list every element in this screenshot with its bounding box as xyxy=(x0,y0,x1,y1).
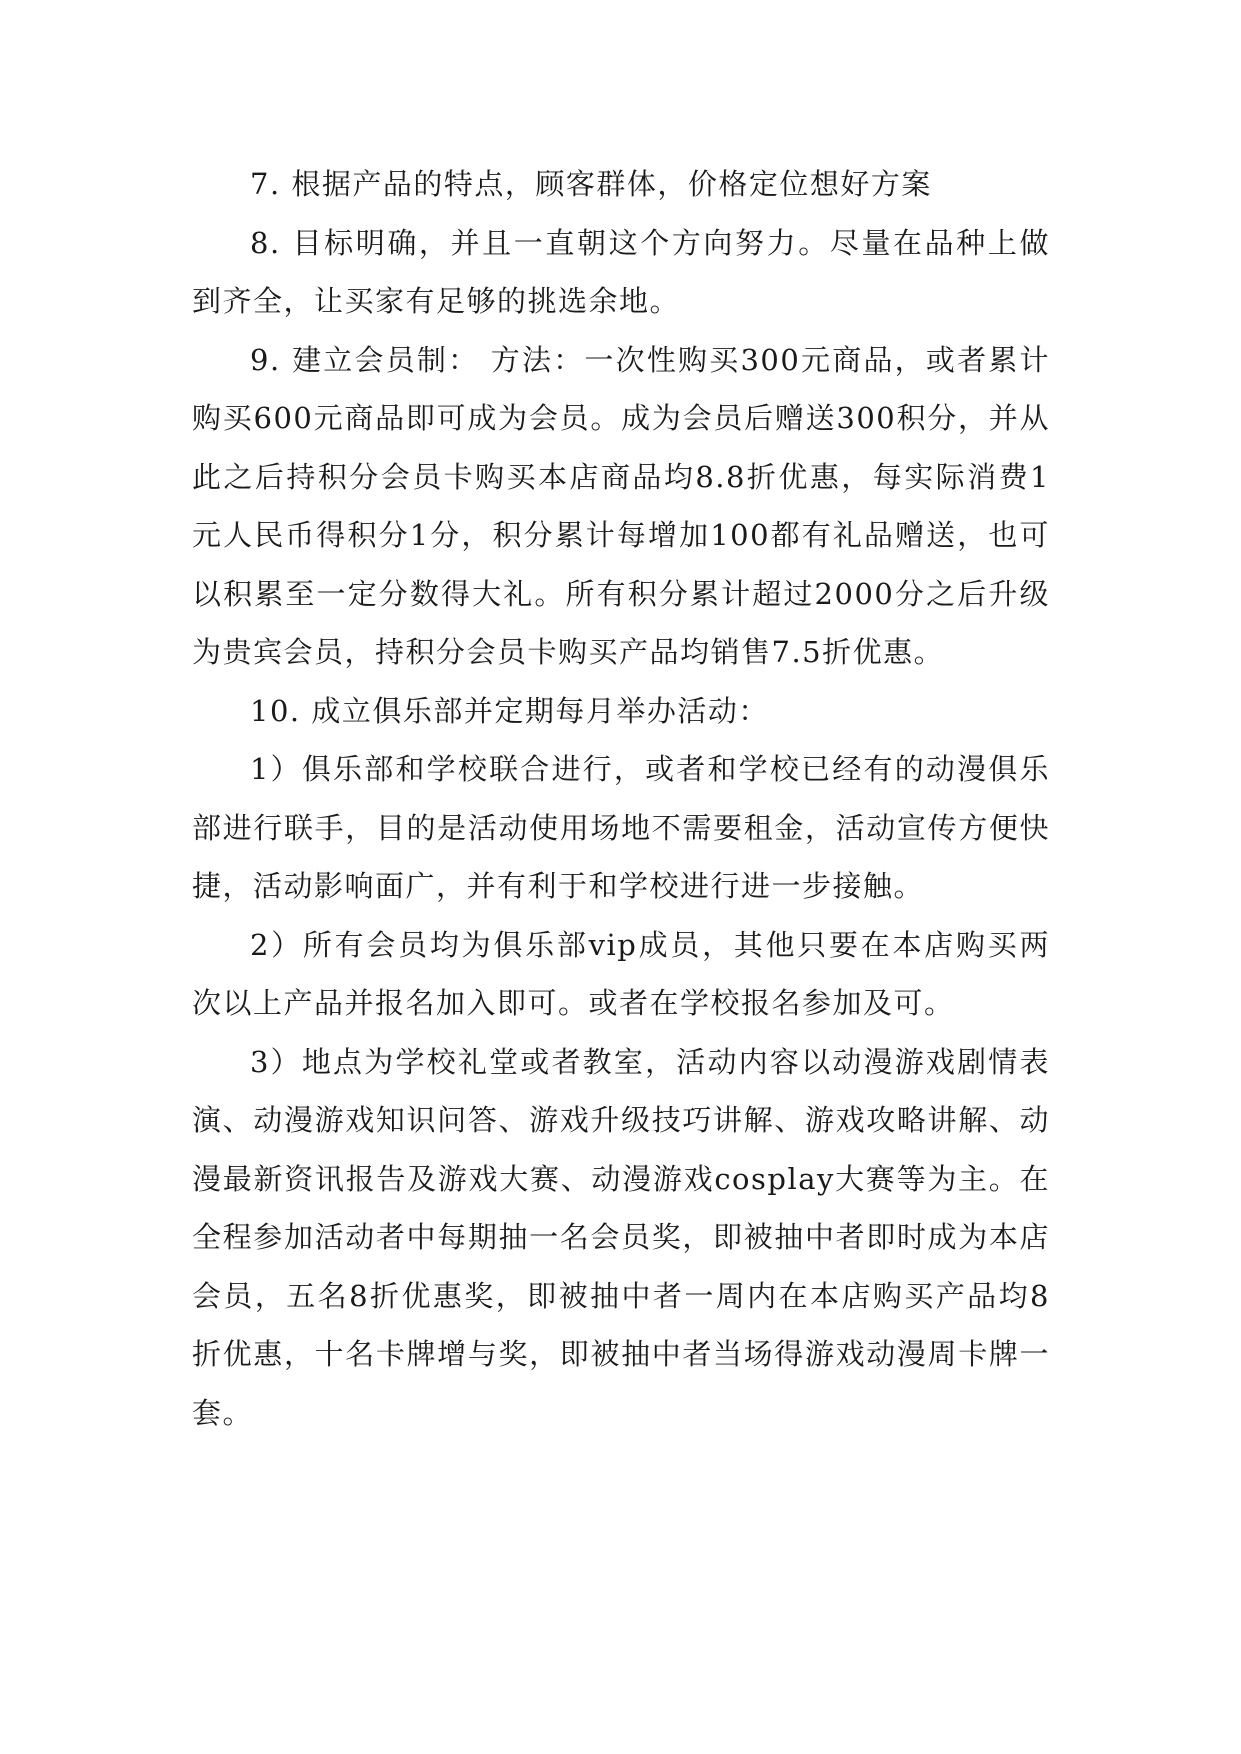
paragraph-subitem-1: 1）俱乐部和学校联合进行，或者和学校已经有的动漫俱乐部进行联手，目的是活动使用场地不需要租金，活动宣传方便快捷，活动影响面广，并有利于和学校进行进一步接触。 xyxy=(192,752,1050,903)
document-body xyxy=(192,155,1050,1442)
paragraph-item-8: 8. 目标明确，并且一直朝这个方向努力。尽量在品种上做到齐全，让买家有足够的挑选余地。 xyxy=(192,225,1050,318)
paragraph-subitem-2: 2）所有会员均为俱乐部vip成员，其他只要在本店购买两次以上产品并报名加入即可。或者在学校报名参加及可。 xyxy=(192,927,1050,1020)
paragraph-item-9-membership: 9. 建立会员制： 方法：一次性购买300元商品，或者累计购买600元商品即可成为会员。成为会员后赠送300积分，并从此之后持积分会员卡购买本店商品均8.8折优惠，每实际消费1元人民币得积分1分，积分累计每增加100都有礼品赠送，也可以积累至一定分数得大礼。所有积分累计超过2000分之后升级为贵宾会员，持积分会员卡购买产品均销售7.5折优惠。 xyxy=(192,342,1050,669)
paragraph-item-7: 7. 根据产品的特点，顾客群体，价格定位想好方案 xyxy=(250,167,932,201)
paragraph-item-10-club: 10. 成立俱乐部并定期每月举办活动： xyxy=(250,693,769,728)
paragraph-subitem-3: 3）地点为学校礼堂或者教室，活动内容以动漫游戏剧情表演、动漫游戏知识问答、游戏升级技巧讲解、游戏攻略讲解、动漫最新资讯报告及游戏大赛、动漫游戏cosplay大赛等为主。在全程参加活动者中每期抽一名会员奖，即被抽中者即时成为本店会员，五名8折优惠奖，即被抽中者一周内在本店购买产品均8折优惠，十名卡牌增与奖，即被抽中者当场得游戏动漫周卡牌一套。 xyxy=(192,1044,1050,1430)
